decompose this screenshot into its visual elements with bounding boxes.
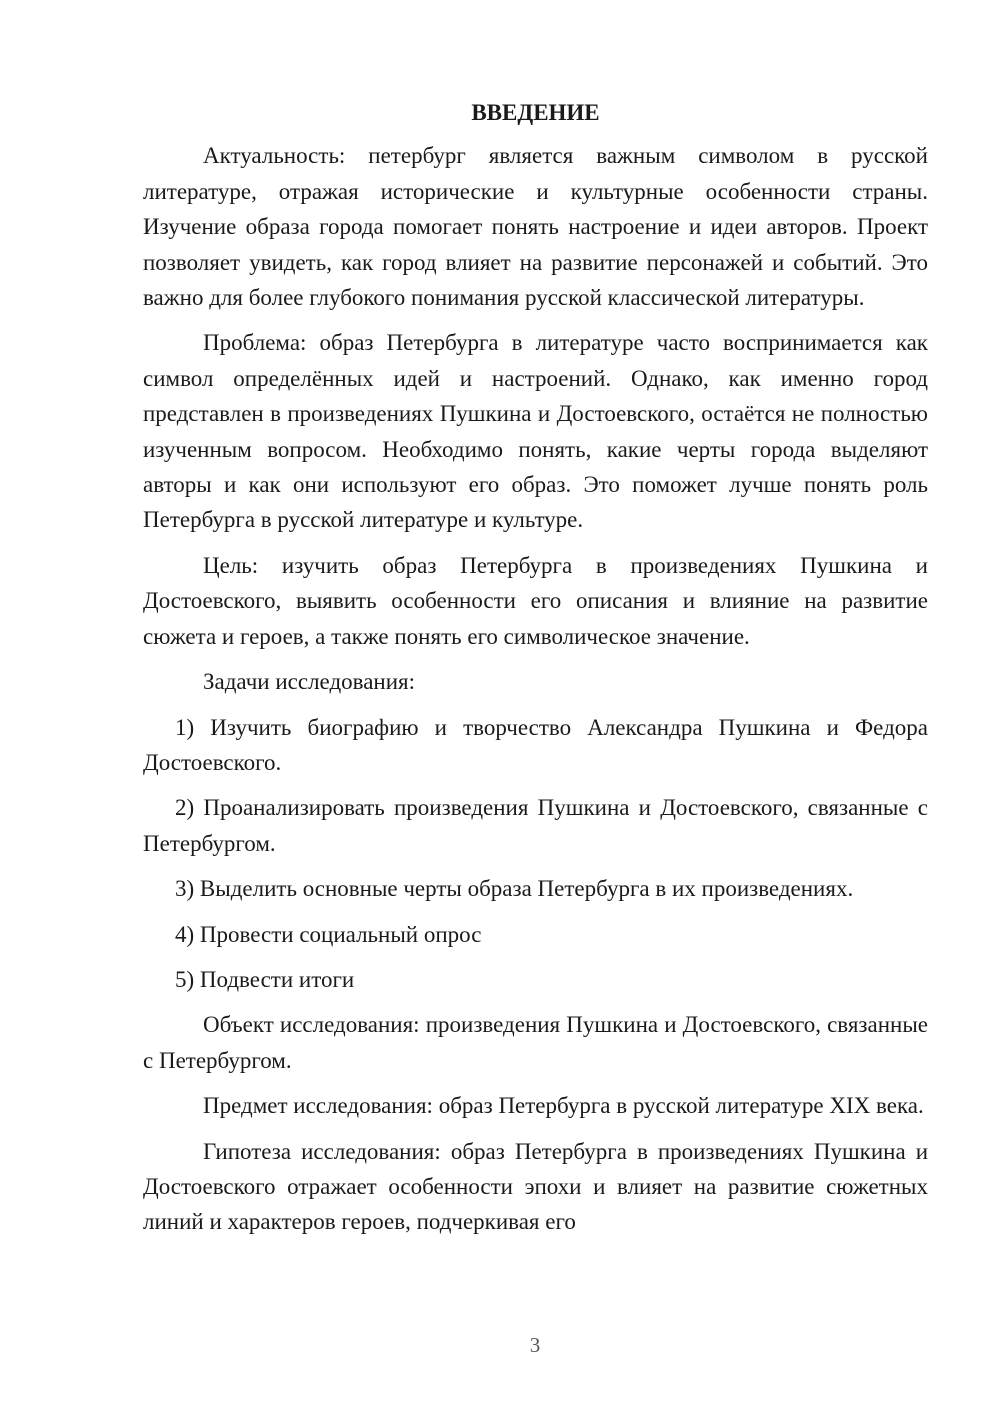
tasks-title: Задачи исследования: xyxy=(203,669,416,695)
task-item-2: 2) Проанализировать произведения Пушкина и Достоевского, связанные с Петербургом. xyxy=(143,795,928,856)
page-content xyxy=(143,95,928,1250)
task-item-5: 5) Подвести итоги xyxy=(175,966,355,992)
task-item-4: 4) Провести социальный опрос xyxy=(175,921,482,947)
paragraph-subject: Предмет исследования: образ Петербурга в русской литературе XIX века. xyxy=(203,1093,924,1119)
page-number: 3 xyxy=(529,1333,541,1357)
paragraph-problem: Проблема: образ Петербурга в литературе часто воспринимается как символ определённых идей и настроений. Однако, как именно город представлен в произведениях Пушкина и Достоевского, остаётся не полностью изученным вопросом. Необходимо понять, какие черты города выделяют авторы и как они используют его образ. Это поможет лучше понять роль Петербурга в русской литературе и культуре. xyxy=(143,330,928,533)
paragraph-object: Объект исследования: произведения Пушкина и Достоевского, связанные с Петербургом. xyxy=(143,1012,928,1073)
task-item-3: 3) Выделить основные черты образа Петербурга в их произведениях. xyxy=(175,876,854,902)
paragraph-hypothesis: Гипотеза исследования: образ Петербурга в произведениях Пушкина и Достоевского отражает особенности эпохи и влияет на развитие сюжетных линий и характеров героев, подчеркивая его xyxy=(143,1138,928,1235)
paragraph-relevance: Актуальность: петербург является важным символом в русской литературе, отражая исторические и культурные особенности страны. Изучение образа города помогает понять настроение и идеи авторов. Проект позволяет увидеть, как город влияет на развитие персонажей и событий. Это важно для более глубокого понимания русской классической литературы. xyxy=(143,143,928,311)
paragraph-goal: Цель: изучить образ Петербурга в произведениях Пушкина и Достоевского, выявить особенности его описания и влияние на развитие сюжета и героев, а также понять его символическое значение. xyxy=(143,552,928,649)
task-item-1: 1) Изучить биографию и творчество Александра Пушкина и Федора Достоевского. xyxy=(143,714,928,775)
page-title: ВВЕДЕНИЕ xyxy=(471,100,600,125)
